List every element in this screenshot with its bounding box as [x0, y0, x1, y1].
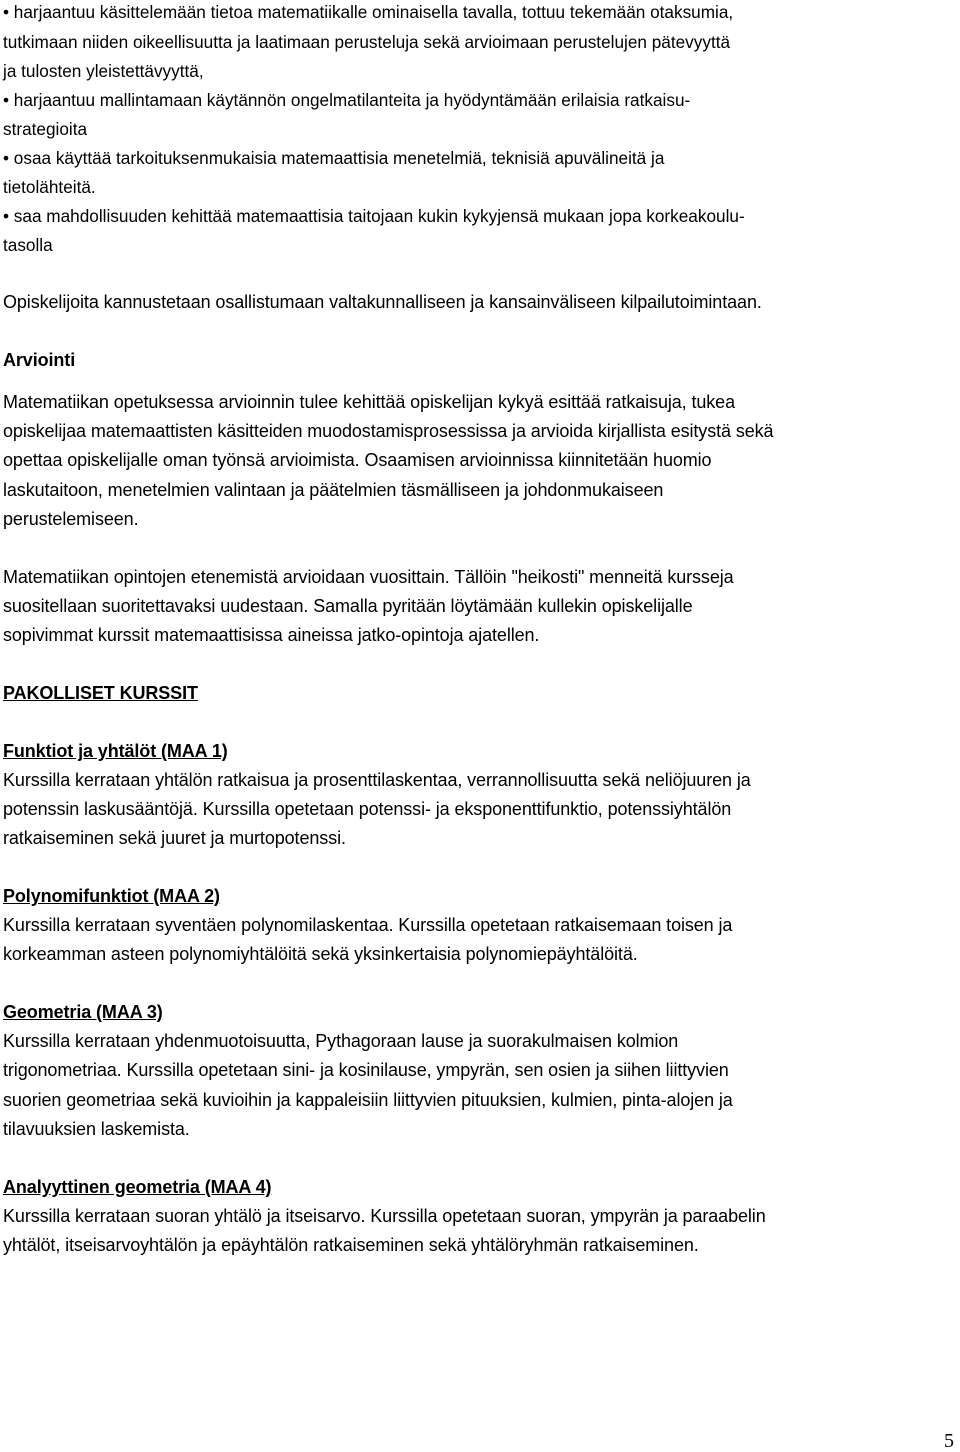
- course-maa4-line-2: yhtälöt, itseisarvoyhtälön ja epäyhtälön ratkaiseminen sekä yhtälöryhmän ratkaiseminen.: [3, 1235, 699, 1255]
- course-maa4-line-1: Kurssilla kerrataan suoran yhtälö ja itseisarvo. Kurssilla opetetaan suoran, ympyrän ja paraabelin: [3, 1206, 766, 1226]
- objective-2-line-2: strategioita: [3, 119, 88, 139]
- competition-paragraph: Opiskelijoita kannustetaan osallistumaan valtakunnalliseen ja kansainväliseen kilpailutoimintaan.: [3, 292, 762, 312]
- course-title-maa3: Geometria (MAA 3): [3, 1002, 163, 1022]
- assessment-para2-line-1: Matematiikan opintojen etenemistä arvioidaan vuosittain. Tällöin "heikosti" menneitä kursseja: [3, 567, 734, 587]
- course-maa1-line-2: potenssin laskusääntöjä. Kurssilla opetetaan potenssi- ja eksponenttifunktio, potenssiyhtälön: [3, 799, 732, 819]
- objective-2-line-1: • harjaantuu mallintamaan käytännön ongelmatilanteita ja hyödyntämään erilaisia ratkaisu-: [3, 90, 691, 110]
- objective-1-line-2: tutkimaan niiden oikeellisuutta ja laatimaan perusteluja sekä arvioimaan perustelujen pätevyyttä: [3, 32, 731, 52]
- course-maa2-line-1: Kurssilla kerrataan syventäen polynomilaskentaa. Kurssilla opetetaan ratkaisemaan toisen ja: [3, 915, 733, 935]
- assessment-para2-line-3: sopivimmat kurssit matemaattisissa aineissa jatko-opintoja ajatellen.: [3, 625, 540, 645]
- assessment-para1-line-1: Matematiikan opetuksessa arvioinnin tulee kehittää opiskelijan kykyä esittää ratkaisuja, tukea: [3, 392, 736, 412]
- objective-4-line-2: tasolla: [3, 235, 53, 255]
- course-maa1-line-3: ratkaiseminen sekä juuret ja murtopotenssi.: [3, 828, 346, 848]
- course-maa2-line-2: korkeamman asteen polynomiyhtälöitä sekä yksinkertaisia polynomiepäyhtälöitä.: [3, 944, 638, 964]
- assessment-para1-line-2: opiskelijaa matemaattisten käsitteiden muodostamisprosessissa ja arvioida kirjallista esitystä sekä: [3, 421, 774, 441]
- page-number: 5: [944, 1430, 954, 1452]
- course-maa3-line-2: trigonometriaa. Kurssilla opetetaan sini- ja kosinilause, ympyrän, sen osien ja siihen liittyvien: [3, 1060, 729, 1080]
- course-title-maa1: Funktiot ja yhtälöt (MAA 1): [3, 741, 228, 761]
- objective-1-line-1: • harjaantuu käsittelemään tietoa matematiikalle ominaisella tavalla, tottuu tekemään otaksumia,: [3, 2, 734, 22]
- assessment-para1-line-3: opettaa opiskelijalle oman työnsä arvioimista. Osaamisen arvioinnissa kiinnitetään huomio: [3, 450, 712, 470]
- assessment-para2-line-2: suositellaan suoritettavaksi uudestaan. Samalla pyritään löytämään kullekin opiskelijalle: [3, 596, 693, 616]
- objective-4-line-1: • saa mahdollisuuden kehittää matemaattisia taitojaan kukin kykyjensä mukaan jopa korkeakoulu-: [3, 206, 745, 226]
- course-title-maa2: Polynomifunktiot (MAA 2): [3, 886, 220, 906]
- assessment-para1-line-5: perustelemiseen.: [3, 509, 139, 529]
- assessment-para1-line-4: laskutaitoon, menetelmien valintaan ja päätelmien täsmälliseen ja johdonmukaiseen: [3, 480, 664, 500]
- course-maa3-line-3: suorien geometriaa sekä kuvioihin ja kappaleisiin liittyvien pituuksien, kulmien, pinta-alojen ja: [3, 1090, 733, 1110]
- course-title-maa4: Analyyttinen geometria (MAA 4): [3, 1177, 272, 1197]
- course-maa3-line-1: Kurssilla kerrataan yhdenmuotoisuutta, Pythagoraan lause ja suorakulmaisen kolmion: [3, 1031, 679, 1051]
- mandatory-courses-heading: PAKOLLISET KURSSIT: [3, 683, 198, 703]
- course-maa3-line-4: tilavuuksien laskemista.: [3, 1119, 190, 1139]
- objective-1-line-3: ja tulosten yleistettävyyttä,: [3, 61, 204, 81]
- objective-3-line-2: tietolähteitä.: [3, 177, 96, 197]
- objective-3-line-1: • osaa käyttää tarkoituksenmukaisia matemaattisia menetelmiä, teknisiä apuvälineitä ja: [3, 148, 665, 168]
- course-maa1-line-1: Kurssilla kerrataan yhtälön ratkaisua ja prosenttilaskentaa, verrannollisuutta sekä neliöjuuren ja: [3, 770, 751, 790]
- assessment-heading: Arviointi: [3, 350, 76, 370]
